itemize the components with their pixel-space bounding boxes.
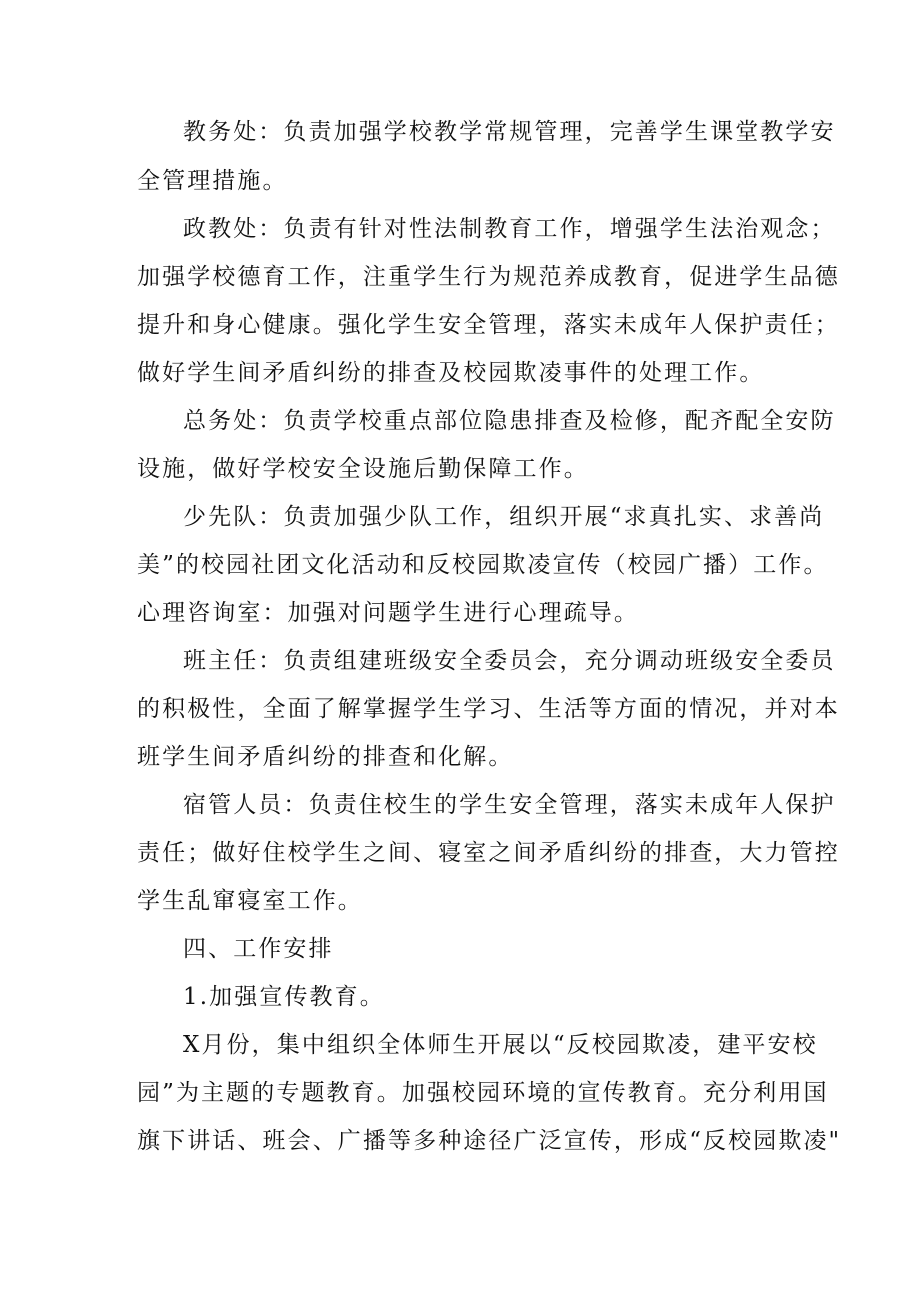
paragraph-line: 政教处：负责有针对性法制教育工作，增强学生法治观念； [183,216,836,242]
paragraph-line: 班主任：负责组建班级安全委员会，充分调动班级安全委员 [183,648,836,674]
paragraph-line: X月份，集中组织全体师生开展以“反校园欺凌，建平安校 [183,1032,818,1058]
paragraph-line: 设施，做好学校安全设施后勤保障工作。 [137,456,589,482]
paragraph-line: 园”为主题的专题教育。加强校园环境的宣传教育。充分利用国 [137,1080,829,1106]
paragraph-line: 教务处：负责加强学校教学常规管理，完善学生课堂教学安 [183,119,836,145]
paragraph-line: 美”的校园社团文化活动和反校园欺凌宣传（校园广播）工作。 [137,552,829,578]
paragraph-line: 班学生间矛盾纠纷的排查和化解。 [137,744,514,770]
paragraph-line: 学生乱窜寝室工作。 [137,888,363,914]
paragraph-line: 旗下讲话、班会、广播等多种途径广泛宣传，形成“反校园欺凌" [137,1128,842,1154]
paragraph-line: 全管理措施。 [137,168,288,194]
paragraph-line: 加强学校德育工作，注重学生行为规范养成教育，促进学生品德 [137,264,840,290]
paragraph-line: 的积极性，全面了解掌握学生学习、生活等方面的情况，并对本 [137,696,840,722]
section-heading: 四、工作安排 [183,936,334,962]
paragraph-line: 提升和身心健康。强化学生安全管理，落实未成年人保护责任； [137,312,840,338]
paragraph-line: 总务处：负责学校重点部位隐患排查及检修，配齐配全安防 [183,408,836,434]
subsection-heading: 1.加强宣传教育。 [183,984,385,1010]
paragraph-line: 心理咨询室：加强对问题学生进行心理疏导。 [137,600,639,626]
paragraph-line: 做好学生间矛盾纠纷的排查及校园欺凌事件的处理工作。 [137,360,765,386]
paragraph-line: 宿管人员：负责住校生的学生安全管理，落实未成年人保护 [183,792,836,818]
paragraph-line: 少先队：负责加强少队工作，组织开展“求真扎实、求善尚 [183,504,825,530]
paragraph-line: 责任；做好住校学生之间、寝室之间矛盾纠纷的排查，大力管控 [137,840,840,866]
